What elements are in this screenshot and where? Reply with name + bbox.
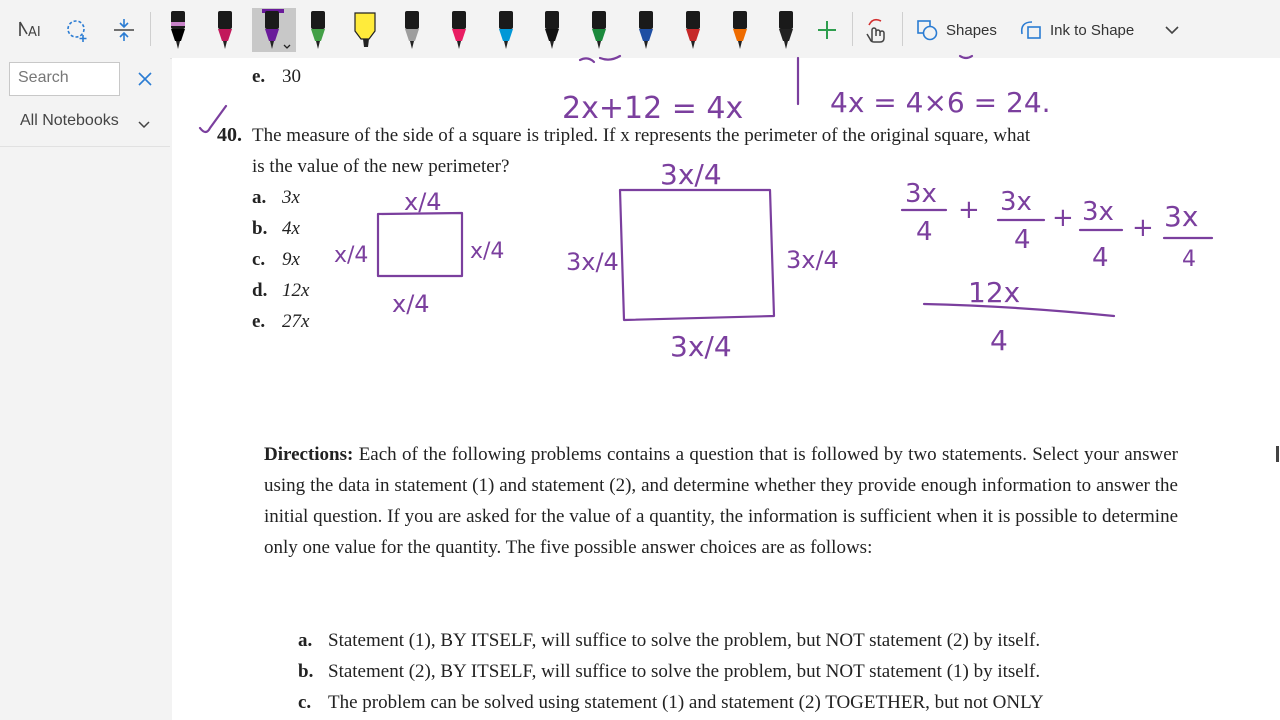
sum-num-3: 3x bbox=[1082, 197, 1114, 227]
sum-den-4: 4 bbox=[1182, 247, 1196, 272]
option-a-letter: a. bbox=[252, 187, 267, 208]
directions-heading: Directions: bbox=[264, 444, 354, 465]
big-right-label: 3x/4 bbox=[786, 246, 839, 274]
sum-den-2: 4 bbox=[1014, 225, 1031, 255]
sum-num-2: 3x bbox=[1000, 187, 1032, 217]
total-denominator: 4 bbox=[990, 324, 1008, 357]
big-top-label: 3x/4 bbox=[660, 158, 722, 191]
option-b-letter: b. bbox=[252, 218, 268, 239]
sum-den-3: 4 bbox=[1092, 243, 1109, 273]
sum-num-1: 3x bbox=[905, 179, 937, 209]
small-bottom-label: x/4 bbox=[392, 290, 430, 318]
question-line-2: is the value of the new perimeter? bbox=[252, 156, 510, 177]
prev-option-letter: e. bbox=[252, 66, 266, 87]
small-square-stroke bbox=[378, 213, 462, 276]
large-square-stroke bbox=[620, 190, 774, 320]
option-e-letter: e. bbox=[252, 311, 266, 332]
ink-equation-1: 2x+12 = 4x bbox=[562, 91, 744, 126]
question-number: 40. bbox=[217, 124, 242, 146]
scrollbar-indicator[interactable] bbox=[1276, 446, 1279, 462]
option-e-value: 27x bbox=[282, 311, 310, 332]
ink-stroke bbox=[580, 56, 620, 62]
option-b-value: 4x bbox=[282, 218, 300, 239]
answer-c-letter: c. bbox=[298, 692, 312, 713]
big-bottom-label: 3x/4 bbox=[670, 330, 732, 363]
prev-option-value: 30 bbox=[282, 66, 301, 87]
ink-stroke bbox=[960, 56, 972, 58]
option-d-value: 12x bbox=[282, 280, 310, 301]
check-mark-stroke bbox=[200, 106, 226, 132]
shapes-button[interactable]: Shapes bbox=[946, 22, 997, 39]
sum-op-1: + bbox=[958, 195, 980, 225]
small-right-label: x/4 bbox=[470, 239, 505, 264]
total-numerator: 12x bbox=[968, 276, 1021, 309]
option-c-value: 9x bbox=[282, 249, 300, 270]
sum-op-2: + bbox=[1052, 203, 1074, 233]
sum-op-3: + bbox=[1132, 213, 1154, 243]
question-line-1: The measure of the side of a square is tripled. If x represents the perimeter of the original square, what bbox=[252, 125, 1031, 146]
small-top-label: x/4 bbox=[404, 188, 442, 216]
small-left-label: x/4 bbox=[334, 243, 369, 268]
answer-c-text: The problem can be solved using statement (1) and statement (2) TOGETHER, but not ONLY bbox=[328, 692, 1044, 713]
answer-a-text: Statement (1), BY ITSELF, will suffice to solve the problem, but NOT statement (2) by itself. bbox=[328, 630, 1041, 651]
answer-b-text: Statement (2), BY ITSELF, will suffice to solve the problem, but NOT statement (1) by itself. bbox=[328, 661, 1041, 682]
ink-equation-2: 4x = 4×6 = 24. bbox=[830, 86, 1051, 119]
ink-to-shape-button[interactable]: Ink to Shape bbox=[1050, 22, 1135, 39]
directions-body: Each of the following problems contains a question that is followed by two statements. Select your answer using the data in statement (1) and statement (2), and determine whether they provide enough information to answer the initial question. If you are asked for the value of a quantity, the information is sufficient when it is possible to determine only one value for the quantity. The five possible answer choices are as follows: bbox=[264, 444, 1178, 558]
notebook-filter-dropdown[interactable]: All Notebooks bbox=[20, 112, 119, 129]
sum-den-1: 4 bbox=[916, 217, 933, 247]
option-a-value: 3x bbox=[282, 187, 300, 208]
option-c-letter: c. bbox=[252, 249, 266, 270]
answer-a-letter: a. bbox=[298, 630, 313, 651]
svg-text:AI: AI bbox=[28, 25, 41, 40]
answer-b-letter: b. bbox=[298, 661, 314, 682]
sum-num-4: 3x bbox=[1164, 200, 1199, 233]
big-left-label: 3x/4 bbox=[566, 248, 619, 276]
option-d-letter: d. bbox=[252, 280, 268, 301]
